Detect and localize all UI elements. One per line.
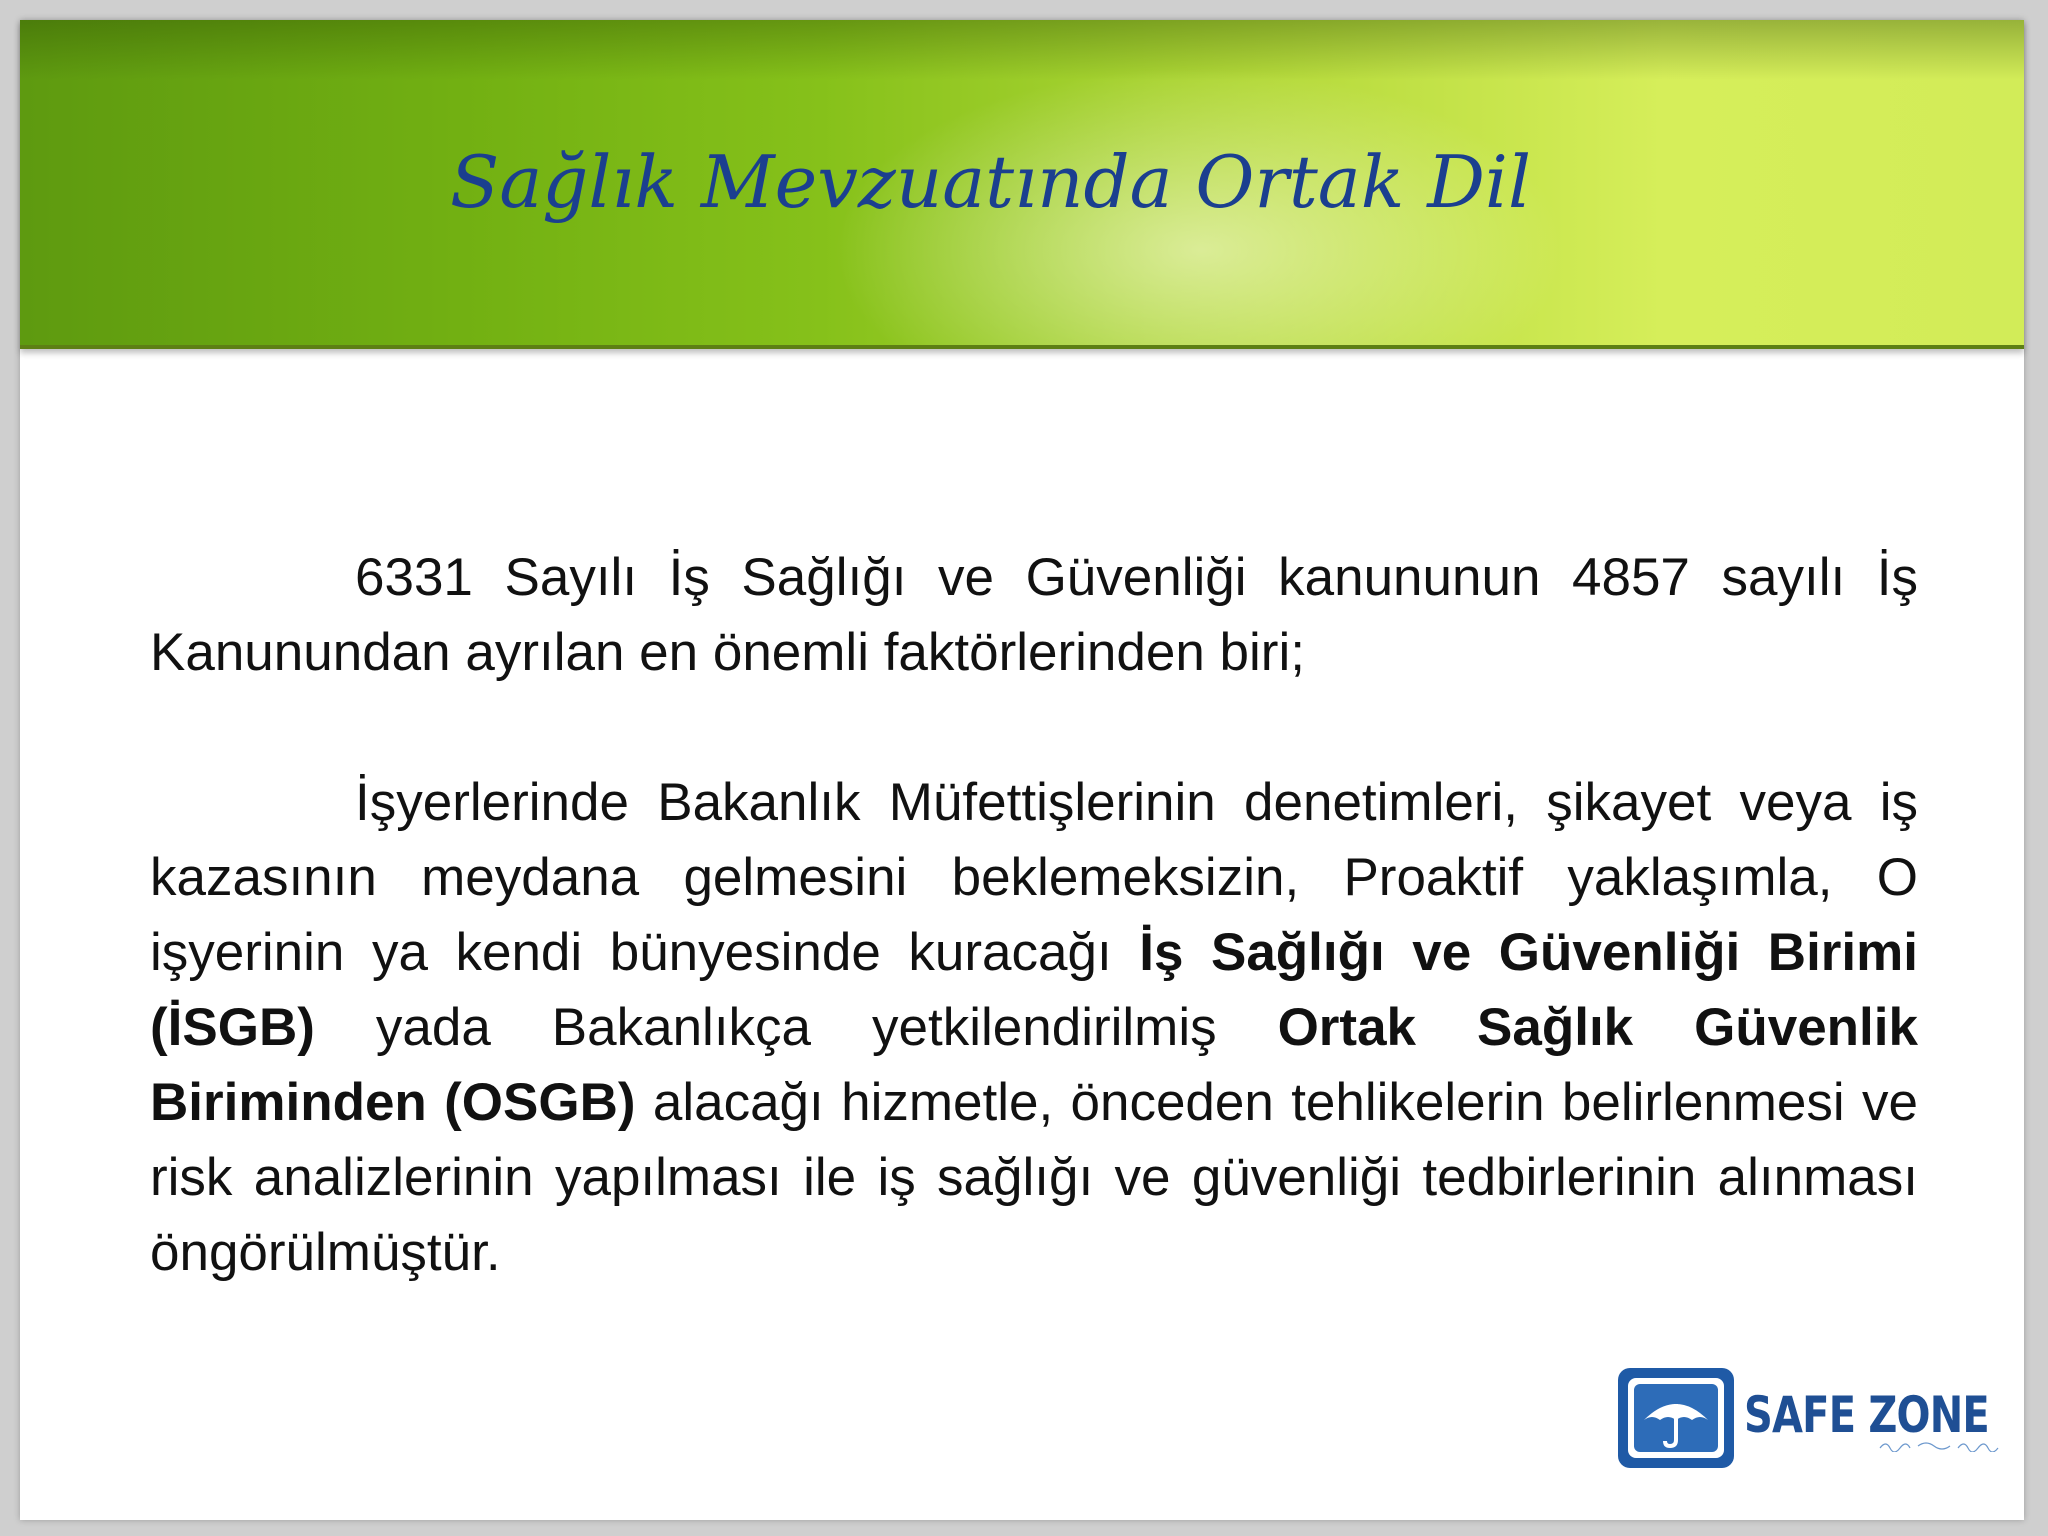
logo-wordmark: SAFE ZONE — [1744, 1386, 1989, 1444]
safe-zone-logo — [1618, 1368, 2018, 1468]
slide-body — [150, 540, 1918, 1290]
paragraph-text: yada Bakanlıkça yetkilendirilmiş — [314, 998, 1278, 1057]
slide-frame — [20, 20, 2024, 1520]
umbrella-icon — [1618, 1368, 1734, 1468]
slide-title: Sağlık Mevzuatında Ortak Dil — [450, 140, 1531, 224]
osgb-term: Ortak Sağlık Güvenlik Biriminden (OSGB) — [150, 998, 1918, 1132]
logo-tagline-script — [1878, 1440, 2010, 1452]
header-band — [20, 20, 2024, 349]
paragraph-details — [150, 765, 1918, 1290]
paragraph-intro: 6331 Sayılı İş Sağlığı ve Güvenliği kanununun 4857 sayılı İş Kanunundan ayrılan en önemli faktörlerinden biri; — [150, 548, 1918, 682]
paragraph-text: alacağı hizmetle, önceden tehlikelerin belirlenmesi ve risk analizlerinin yapılması ile iş sağlığı ve güvenliği tedbirlerinin alınması öngörülmüştür. — [150, 1073, 1918, 1282]
paragraph-text: İşyerlerinde Bakanlık Müfettişlerinin denetimleri, şikayet veya iş kazasının meydana gelmesini beklemeksizin, Proaktif yaklaşımla, O işyerinin ya kendi bünyesinde kuracağı — [150, 773, 1918, 982]
isgb-term: İş Sağlığı ve Güvenliği Birimi (İSGB) — [150, 923, 1918, 1057]
